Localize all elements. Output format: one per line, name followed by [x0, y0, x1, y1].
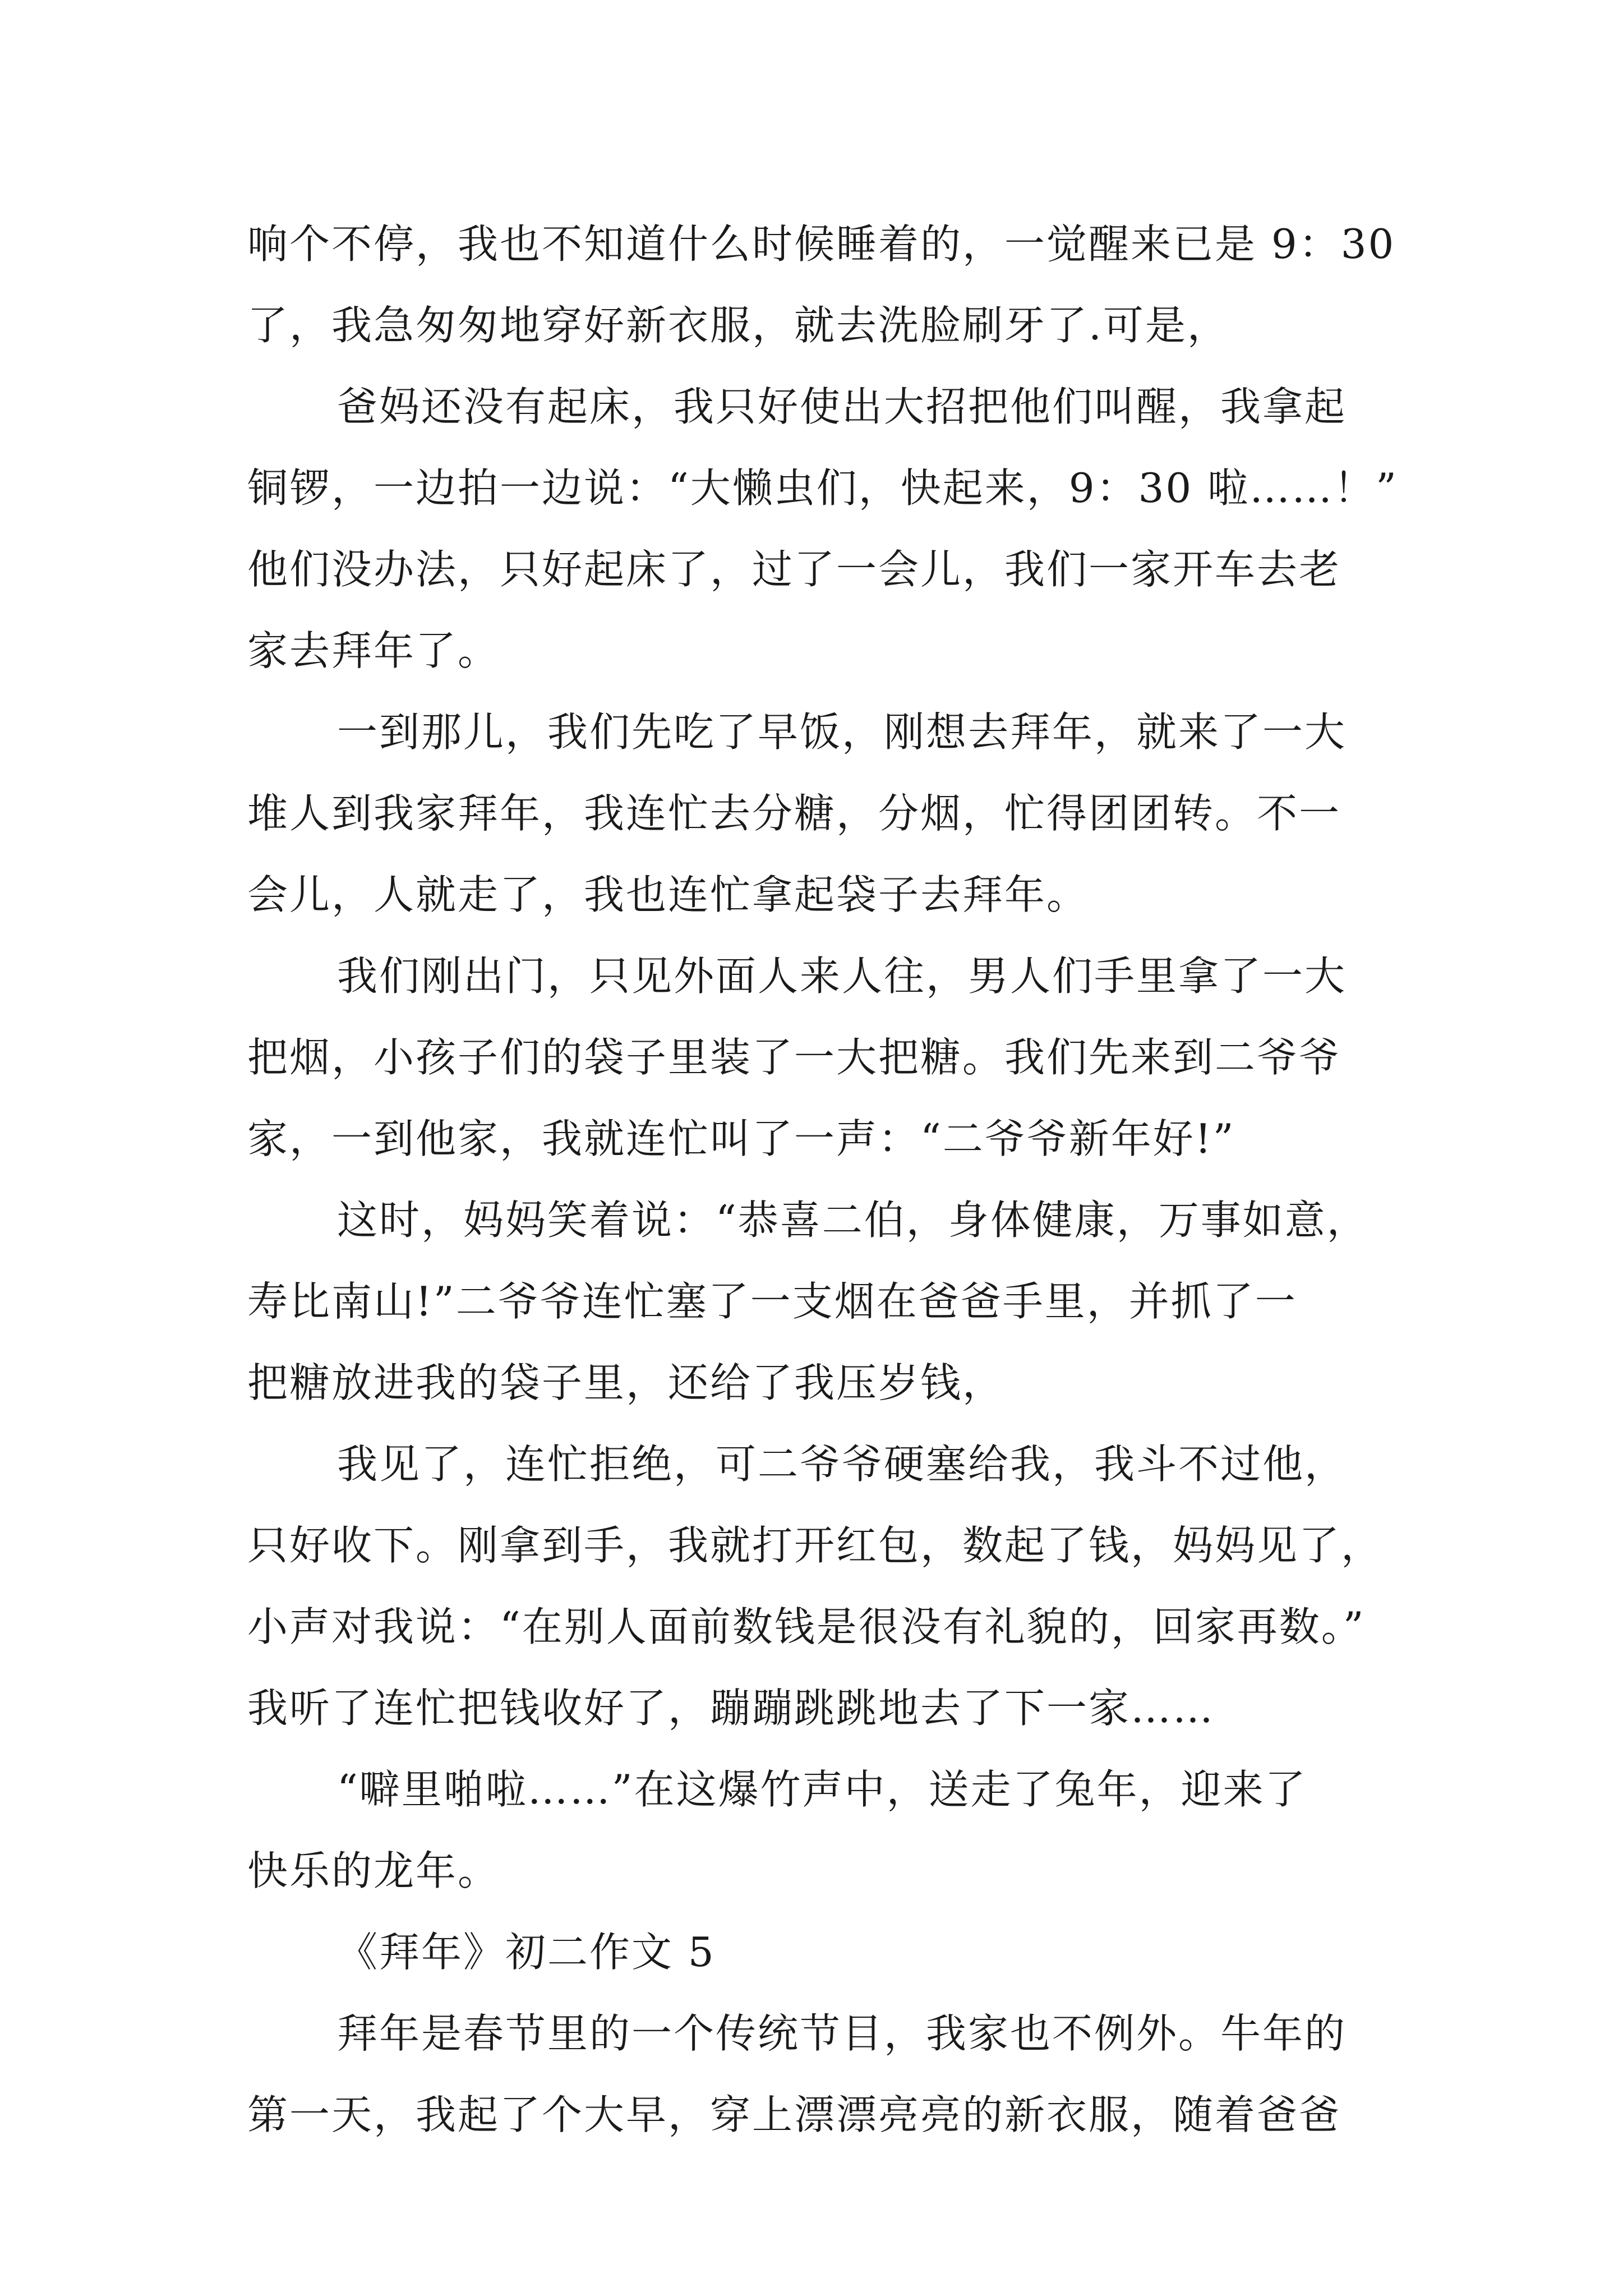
text-line: 响个不停，我也不知道什么时候睡着的，一觉醒来已是 9：30	[247, 220, 1396, 268]
text-line: 堆人到我家拜年，我连忙去分糖，分烟，忙得团团转。不一	[247, 790, 1341, 837]
text-line: 第一天，我起了个大早，穿上漂漂亮亮的新衣服，随着爸爸	[247, 2091, 1341, 2138]
text-line: 只好收下。刚拿到手，我就打开红包，数起了钱，妈妈见了，	[247, 1522, 1384, 1569]
text-line: 家去拜年了。	[247, 627, 500, 674]
paragraph-start-line: 这时，妈妈笑着说：“恭喜二伯，身体健康，万事如意，	[337, 1197, 1369, 1244]
paragraph-start-line: “噼里啪啦……”在这爆竹声中，送走了兔年，迎来了	[337, 1766, 1307, 1813]
text-line: 铜锣，一边拍一边说：“大懒虫们，快起来，9：30 啦……！”	[247, 464, 1398, 512]
text-line: 小声对我说：“在别人面前数钱是很没有礼貌的，回家再数。”	[247, 1603, 1366, 1650]
paragraph-start-line: 一到那儿，我们先吃了早饭，刚想去拜年，就来了一大	[337, 708, 1347, 756]
paragraph-start-line: 拜年是春节里的一个传统节目，我家也不例外。牛年的	[337, 2010, 1347, 2057]
paragraph-start-line: 我见了，连忙拒绝，可二爷爷硬塞给我，我斗不过他，	[337, 1441, 1347, 1488]
section-heading: 《拜年》初二作文 5	[337, 1929, 716, 1976]
paragraph-start-line: 我们刚出门，只见外面人来人往，男人们手里拿了一大	[337, 953, 1347, 1000]
text-line: 了，我急匆匆地穿好新衣服，就去洗脸刷牙了.可是，	[247, 302, 1229, 349]
text-line: 家，一到他家，我就连忙叫了一声：“二爷爷新年好!”	[247, 1115, 1235, 1162]
paragraph-start-line: 爸妈还没有起床，我只好使出大招把他们叫醒，我拿起	[337, 383, 1347, 430]
text-line: 快乐的龙年。	[247, 1847, 500, 1894]
text-line: 他们没办法，只好起床了，过了一会儿，我们一家开车去老	[247, 546, 1341, 593]
text-line: 会儿，人就走了，我也连忙拿起袋子去拜年。	[247, 871, 1089, 918]
text-line: 把糖放进我的袋子里，还给了我压岁钱，	[247, 1359, 1005, 1406]
text-line: 我听了连忙把钱收好了，蹦蹦跳跳地去了下一家……	[247, 1685, 1215, 1732]
text-line: 寿比南山!”二爷爷连忙塞了一支烟在爸爸手里，并抓了一	[247, 1278, 1297, 1325]
text-line: 把烟，小孩子们的袋子里装了一大把糖。我们先来到二爷爷	[247, 1034, 1341, 1081]
